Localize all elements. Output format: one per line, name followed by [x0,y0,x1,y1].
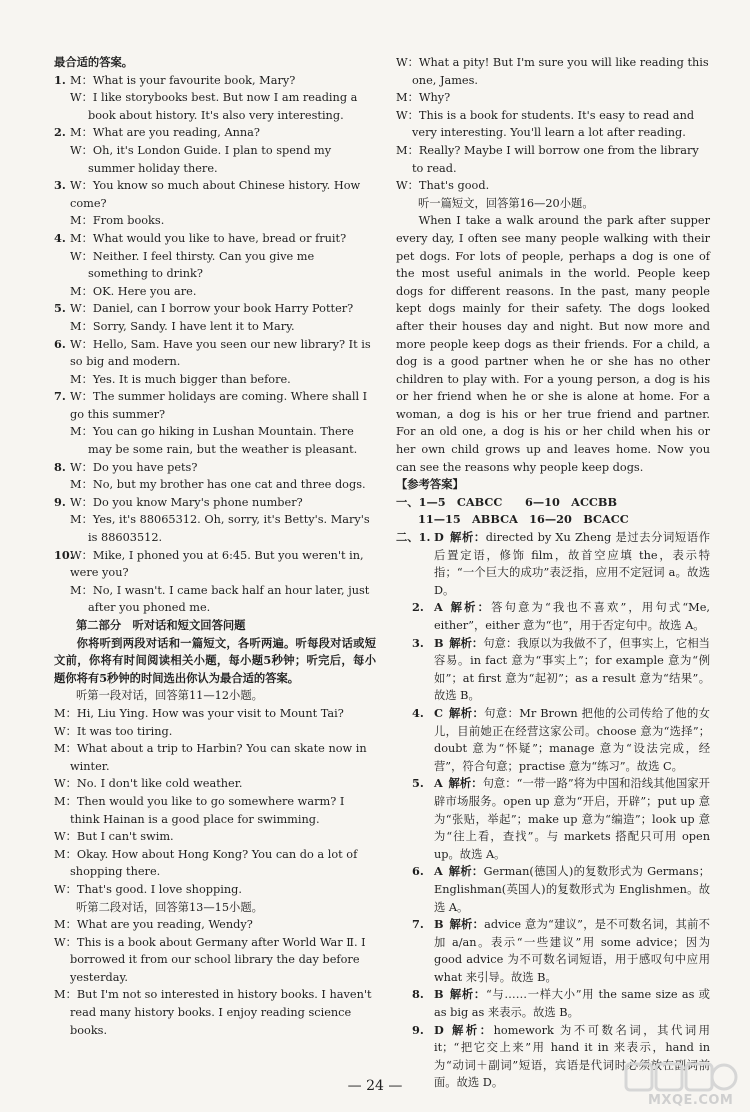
explanation-text: 句意：Mr Brown 把他的公司传给了他的女儿，目前她正在经营这家公司。choose 意为“选择”；doubt 意为“怀疑”；manage 意为“设法完成，经营”，符合句意；practise 意为“练习”。故选 C。 [434,706,710,773]
speaker: M： [54,918,77,932]
speaker: W： [70,337,93,351]
speaker: M： [54,988,77,1002]
speaker: W： [70,249,93,263]
dialog2-heading: 听第二段对话，回答第13—15小题。 [76,900,263,914]
dialog-text: This is a book for students. It's easy to read and very interesting. You'll learn a lot after reading. [412,108,695,140]
dialog-text: Hello, Sam. Have you seen our new library? It is so big and modern. [70,337,371,369]
dialog-line [54,986,376,1039]
answer-letter: A [434,776,443,791]
dialog-text: The summer holidays are coming. Where shall I go this summer? [70,390,368,421]
dialog-line [54,705,376,723]
dialog-text: Mike, I phoned you at 6:45. But you weren't in, were you? [70,548,364,580]
speaker: W： [70,143,93,157]
dialog-line [54,248,376,283]
explanation-text: 句意：我原以为我做不了，但事实上，它相当容易。in fact 意为“事实上”；for example 意为“例如”；at first 意为“起初”；as a result 意为“结果”。故选 B。 [434,636,710,703]
dialog-text: Do you have pets? [92,460,198,474]
dialog-line [54,283,376,301]
explanation-item [396,635,710,705]
dialog2-continued [396,54,710,195]
speaker: M： [54,706,77,720]
dialog-number: 9. [54,494,66,509]
speaker: W： [54,935,77,949]
dialog-line [54,336,376,371]
speaker: M： [70,319,93,333]
dialog-text: What about a trip to Harbin? You can skate now in winter. [70,742,367,773]
speaker: W： [70,390,93,404]
dialog-number: 10. [54,547,74,562]
passage-text: When I take a walk around the park after supper every day, I often see many people walking with their pet dogs. For lots of people, perhaps a dog is one of the most useful animals in the world. People keep dogs for different reasons. In the past, many people kept dogs mainly for their safety. The dogs looked after their houses day and night. But now more and more people keep dogs as their friends. For a child, a dog is a good partner when he or she has no other children to play with. For a young person, a dog is his or her friend when he or she is alone at home. For a woman, a dog is his or her true friend and partner. For an old one, a dog is his or her child when his or her own child grows up and leaves home. Now you can see the reasons why people keep dogs. [396,214,710,474]
answer-letter: A [434,864,443,879]
explanation-number: 3. [412,635,424,650]
speaker: M： [70,231,93,245]
dialog2-lines [54,916,376,1039]
speaker: M： [70,214,93,228]
explanation-label: 解析： [449,530,486,545]
speaker: W： [54,724,77,738]
dialog-line [54,846,376,881]
dialog-text: You know so much about Chinese history. How come? [70,179,361,210]
watermark-text: MXQE.COM [648,1093,734,1108]
dialog-line [54,828,376,846]
dialog-line [54,72,376,90]
dialog-line [54,582,376,617]
explanation-label: 解析： [448,776,483,791]
dialog-text: Sorry, Sandy. I have lent it to Mary. [92,319,295,333]
dialog-number: 1. [54,72,66,87]
speaker: W： [70,91,93,105]
dialog-line [396,142,710,177]
dialog-text: That's good. I love shopping. [76,882,242,896]
dialog-text: I like storybooks best. But now I am reading a book about history. It's also very interesting. [88,91,358,122]
right-column [396,54,710,1092]
speaker: M： [70,73,93,87]
dialog-line [54,459,376,477]
explanation-label: 解析： [448,705,485,720]
dialog-text: Yes. It is much bigger than before. [92,372,291,386]
explanation-number: 4. [412,705,424,720]
part2-instructions: 你将听到两段对话和一篇短文，各听两遍。听每段对话或短文前，你将有时间阅读相关小题，每小题5秒钟；听完后，每小题你将有5秒钟的时间选出你认为最合适的答案。 [54,635,376,685]
explanation-number: 5. [412,776,424,791]
left-column [54,54,376,1039]
answer-letter: D [434,1022,444,1037]
speaker: W： [396,108,419,122]
dialog-text: No, I wasn't. I came back half an hour later, just after you phoned me. [88,583,370,615]
explanation-item [396,599,710,634]
explanation-label: 解析： [449,635,484,650]
dialog-text: OK. Here you are. [92,284,197,298]
explanation-text: advice 意为“建议”，是不可数名词，其前不加 a/an。表示“一些建议”用 some advice；因为 good advice 为不可数名词短语，用于感叹句中应用 what 来引导。故选 B。 [434,918,710,984]
answers-row-1: 一、1—5 CABCC 6—10 ACCBB [396,494,618,509]
dialog-line [396,54,710,89]
dialog-text: No. I don't like cold weather. [76,777,243,791]
answer-letter: B [434,987,444,1002]
explanation-list [396,529,710,1092]
dialog-text: What would you like to have, bread or fruit? [92,231,347,245]
dialog-line [54,142,376,177]
speaker: W： [70,302,93,316]
speaker: M： [70,372,93,386]
explanation-number: 9. [412,1022,424,1037]
dialog-text: What a pity! But I'm sure you will like reading this one, James. [412,56,709,87]
dialog-text: Okay. How about Hong Kong? You can do a lot of shopping there. [70,847,358,879]
dialog-line [54,476,376,494]
dialog-line [54,511,376,546]
dialog-text: But I can't swim. [76,830,174,844]
dialog-text: You can go hiking in Lushan Mountain. There may be some rain, but the weather is pleasant. [88,425,358,457]
speaker: M： [70,284,93,298]
speaker: W： [70,495,93,509]
dialog-line [54,318,376,336]
explanation-label: 解析： [448,600,492,615]
dialog-line [54,740,376,775]
explanation-item [396,529,710,599]
dialog-text: Do you know Mary's phone number? [92,495,303,509]
dialog-line [54,423,376,458]
dialog-text: This is a book about Germany after World War Ⅱ. I borrowed it from our school library the day before yesterday. [70,935,366,984]
speaker: M： [70,513,93,527]
dialog-text: No, but my brother has one cat and three dogs. [92,478,366,492]
explanation-text: 答句意为“我也不喜欢”，用句式“Me, either”，either 意为“也”，用于否定句中。故选 A。 [434,601,710,632]
explanation-text: homework 为不可数名词，其代词用 it；“把它交上来”用 hand it in 来表示，hand in 为“动词＋副词”短语，宾语是代词时必须放在副词前面。故选 D。 [434,1023,710,1090]
explanation-text: “与……一样大小”用 the same size as 或 as big as 来表示。故选 B。 [434,988,710,1020]
speaker: M： [396,143,419,157]
explanation-number: 2. [412,600,424,615]
dialog-line [54,775,376,793]
explanation-label: 解析： [449,917,485,932]
dialog-line [54,89,376,124]
dialog-number: 6. [54,336,66,351]
dialog-line [54,547,376,582]
dialog-line [54,494,376,512]
dialog-line [54,934,376,987]
dialog-text: From books. [92,214,165,228]
speaker: W： [396,56,419,69]
dialog-text: Neither. I feel thirsty. Can you give me something to drink? [88,249,315,281]
speaker: M： [70,478,93,492]
speaker: W： [54,777,77,791]
dialog-text: Then would you like to go somewhere warm? I think Hainan is a good place for swimming. [70,794,345,826]
answer-letter: C [434,705,443,720]
page-number: — 24 — [347,1078,403,1094]
explanation-item [396,775,710,863]
dialog-text: Hi, Liu Ying. How was your visit to Mount Tai? [76,706,344,720]
explanation-item [396,916,710,986]
speaker: W： [396,179,419,193]
speaker: M： [70,126,93,140]
dialog-number: 3. [54,178,66,193]
answer-letter: A [434,600,443,615]
explanation-label: 解析： [448,864,484,879]
explanation-label: 解析： [449,987,486,1002]
speaker: M： [70,425,93,439]
explanation-label: 解析： [449,1022,494,1037]
explanation-number: 6. [412,864,424,879]
explanation-text: directed by Xu Zheng 是过去分词短语作后置定语，修饰 film，故首空应填 the，表示特指；“一个巨大的成功”表泛指，应用不定冠词 a。故选 D。 [434,531,710,597]
explanation-item [396,986,710,1021]
dialog-line [54,230,376,248]
dialog-line [396,107,710,142]
dialog-text: What is your favourite book, Mary? [92,73,296,87]
dialog-number: 4. [54,230,66,245]
dialog-text: What are you reading, Anna? [92,126,260,140]
dialog-line [54,177,376,212]
dialog-line [54,371,376,389]
dialog-number: 7. [54,389,66,404]
dialog-text: What are you reading, Wendy? [76,918,253,932]
dialog-line [54,916,376,934]
dialog-list [54,72,376,617]
dialog-number: 5. [54,301,66,316]
section-intro: 最合适的答案。 [54,55,134,69]
dialog-line [54,300,376,318]
passage-heading: 听一篇短文，回答第16—20小题。 [418,196,594,210]
speaker: W： [70,460,93,474]
dialog-line [54,388,376,423]
dialog-line [54,124,376,142]
speaker: W： [54,830,77,844]
speaker: M： [54,742,77,756]
dialog-line [396,177,710,195]
speaker: W： [70,548,93,562]
dialog-text: But I'm not so interested in history books. I haven't read many history books. I enjoy reading science books. [70,988,372,1037]
dialog-text: That's good. [418,179,490,193]
answer-letter: B [434,635,444,650]
speaker: W： [54,882,77,896]
dialog-text: Oh, it's London Guide. I plan to spend my summer holiday there. [88,143,332,175]
dialog-line [396,89,710,107]
dialog1-lines [54,705,376,899]
speaker: M： [70,583,93,597]
dialog-line [54,723,376,741]
dialog-line [54,881,376,899]
answer-letter: B [434,917,444,932]
part2-title: 第二部分 听对话和短文回答问题 [76,618,246,632]
explanation-number: 二、1. [396,530,431,545]
dialog-number: 8. [54,459,66,474]
explanation-number: 7. [412,917,424,932]
dialog-text: Why? [418,91,451,105]
explanation-item [396,863,710,916]
dialog-line [54,212,376,230]
answers-heading: 【参考答案】 [396,477,464,492]
dialog-line [54,793,376,828]
speaker: M： [54,794,77,808]
dialog1-heading: 听第一段对话，回答第11—12小题。 [76,689,263,703]
explanation-item [396,705,710,775]
speaker: M： [396,91,419,105]
explanation-text: 句意：“一带一路”将为中国和沿线其他国家开辟市场服务。open up 意为“开启，开辟”；put up 意为“张贴，举起”；make up 意为“编造”；look up 意为“往上看，查找”。与 markets 搭配只可用 open up。故选 A。 [434,777,710,861]
explanation-text: German(德国人)的复数形式为 Germans；Englishman(英国人)的复数形式为 Englishmen。故选 A。 [434,865,710,914]
speaker: W： [70,179,93,193]
dialog-text: Daniel, can I borrow your book Harry Potter? [92,302,354,316]
speaker: M： [54,847,77,861]
answer-letter: D [434,530,444,545]
dialog-text: Really? Maybe I will borrow one from the library to read. [412,143,699,175]
answers-row-2: 11—15 ABBCA 16—20 BCACC [418,512,629,527]
dialog-text: It was too tiring. [76,724,173,738]
dialog-number: 2. [54,125,66,140]
dialog-text: Yes, it's 88065312. Oh, sorry, it's Betty's. Mary's is 88603512. [88,513,370,545]
explanation-number: 8. [412,987,424,1002]
